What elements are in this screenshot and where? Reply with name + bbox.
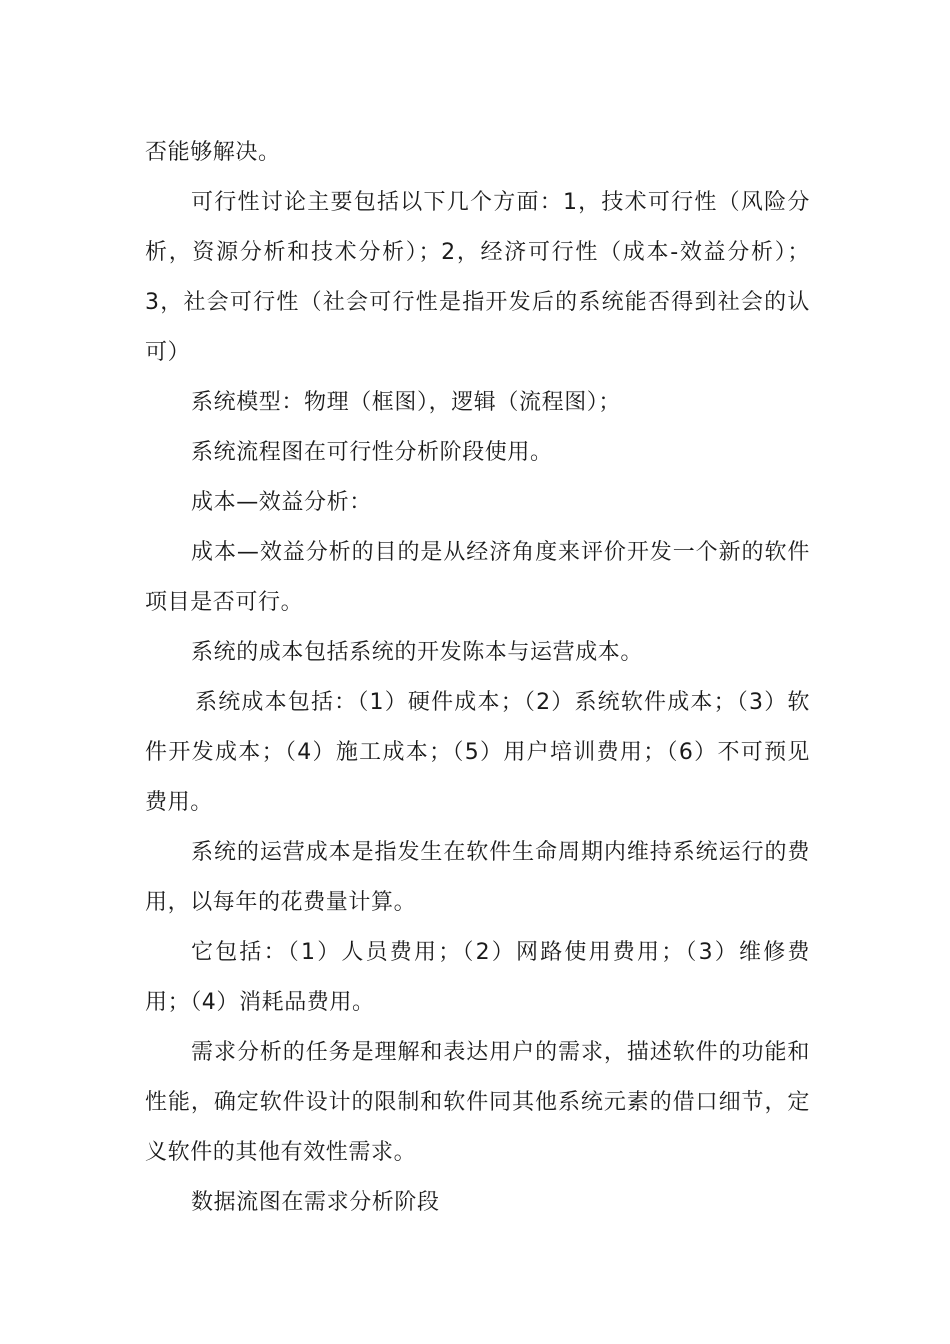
paragraph-system-flowchart: 系统流程图在可行性分析阶段使用。 — [191, 440, 553, 465]
paragraph-system-cost-items: 系统成本包括：（1）硬件成本；（2）系统软件成本；（3）软件开发成本；（4）施工成本；（5）用户培训费用；（6）不可预见费用。 — [145, 690, 810, 815]
paragraph-data-flow-diagram: 数据流图在需求分析阶段 — [191, 1190, 440, 1215]
paragraph-requirements-analysis: 需求分析的任务是理解和表达用户的需求，描述软件的功能和性能，确定软件设计的限制和软件同其他系统元素的借口细节，定义软件的其他有效性需求。 — [145, 1040, 810, 1165]
paragraph-cost-benefit-purpose: 成本—效益分析的目的是从经济角度来评价开发一个新的软件项目是否可行。 — [145, 540, 810, 615]
paragraph-system-cost: 系统的成本包括系统的开发陈本与运营成本。 — [191, 640, 644, 665]
paragraph-system-model: 系统模型：物理（框图），逻辑（流程图）； — [191, 390, 622, 415]
paragraph-feasibility-aspects: 可行性讨论主要包括以下几个方面：1，技术可行性（风险分析，资源分析和技术分析）；2，经济可行性（成本-效益分析）；3，社会可行性（社会可行性是指开发后的系统能否得到社会的认可） — [145, 190, 810, 365]
document-body — [145, 128, 810, 1228]
paragraph-continuation: 否能够解决。 — [145, 140, 281, 165]
paragraph-operating-cost: 系统的运营成本是指发生在软件生命周期内维持系统运行的费用，以每年的花费量计算。 — [145, 840, 810, 915]
paragraph-operating-cost-items: 它包括：（1）人员费用；（2）网路使用费用；（3）维修费用；（4）消耗品费用。 — [145, 940, 810, 1015]
paragraph-cost-benefit-heading: 成本—效益分析： — [191, 490, 372, 515]
